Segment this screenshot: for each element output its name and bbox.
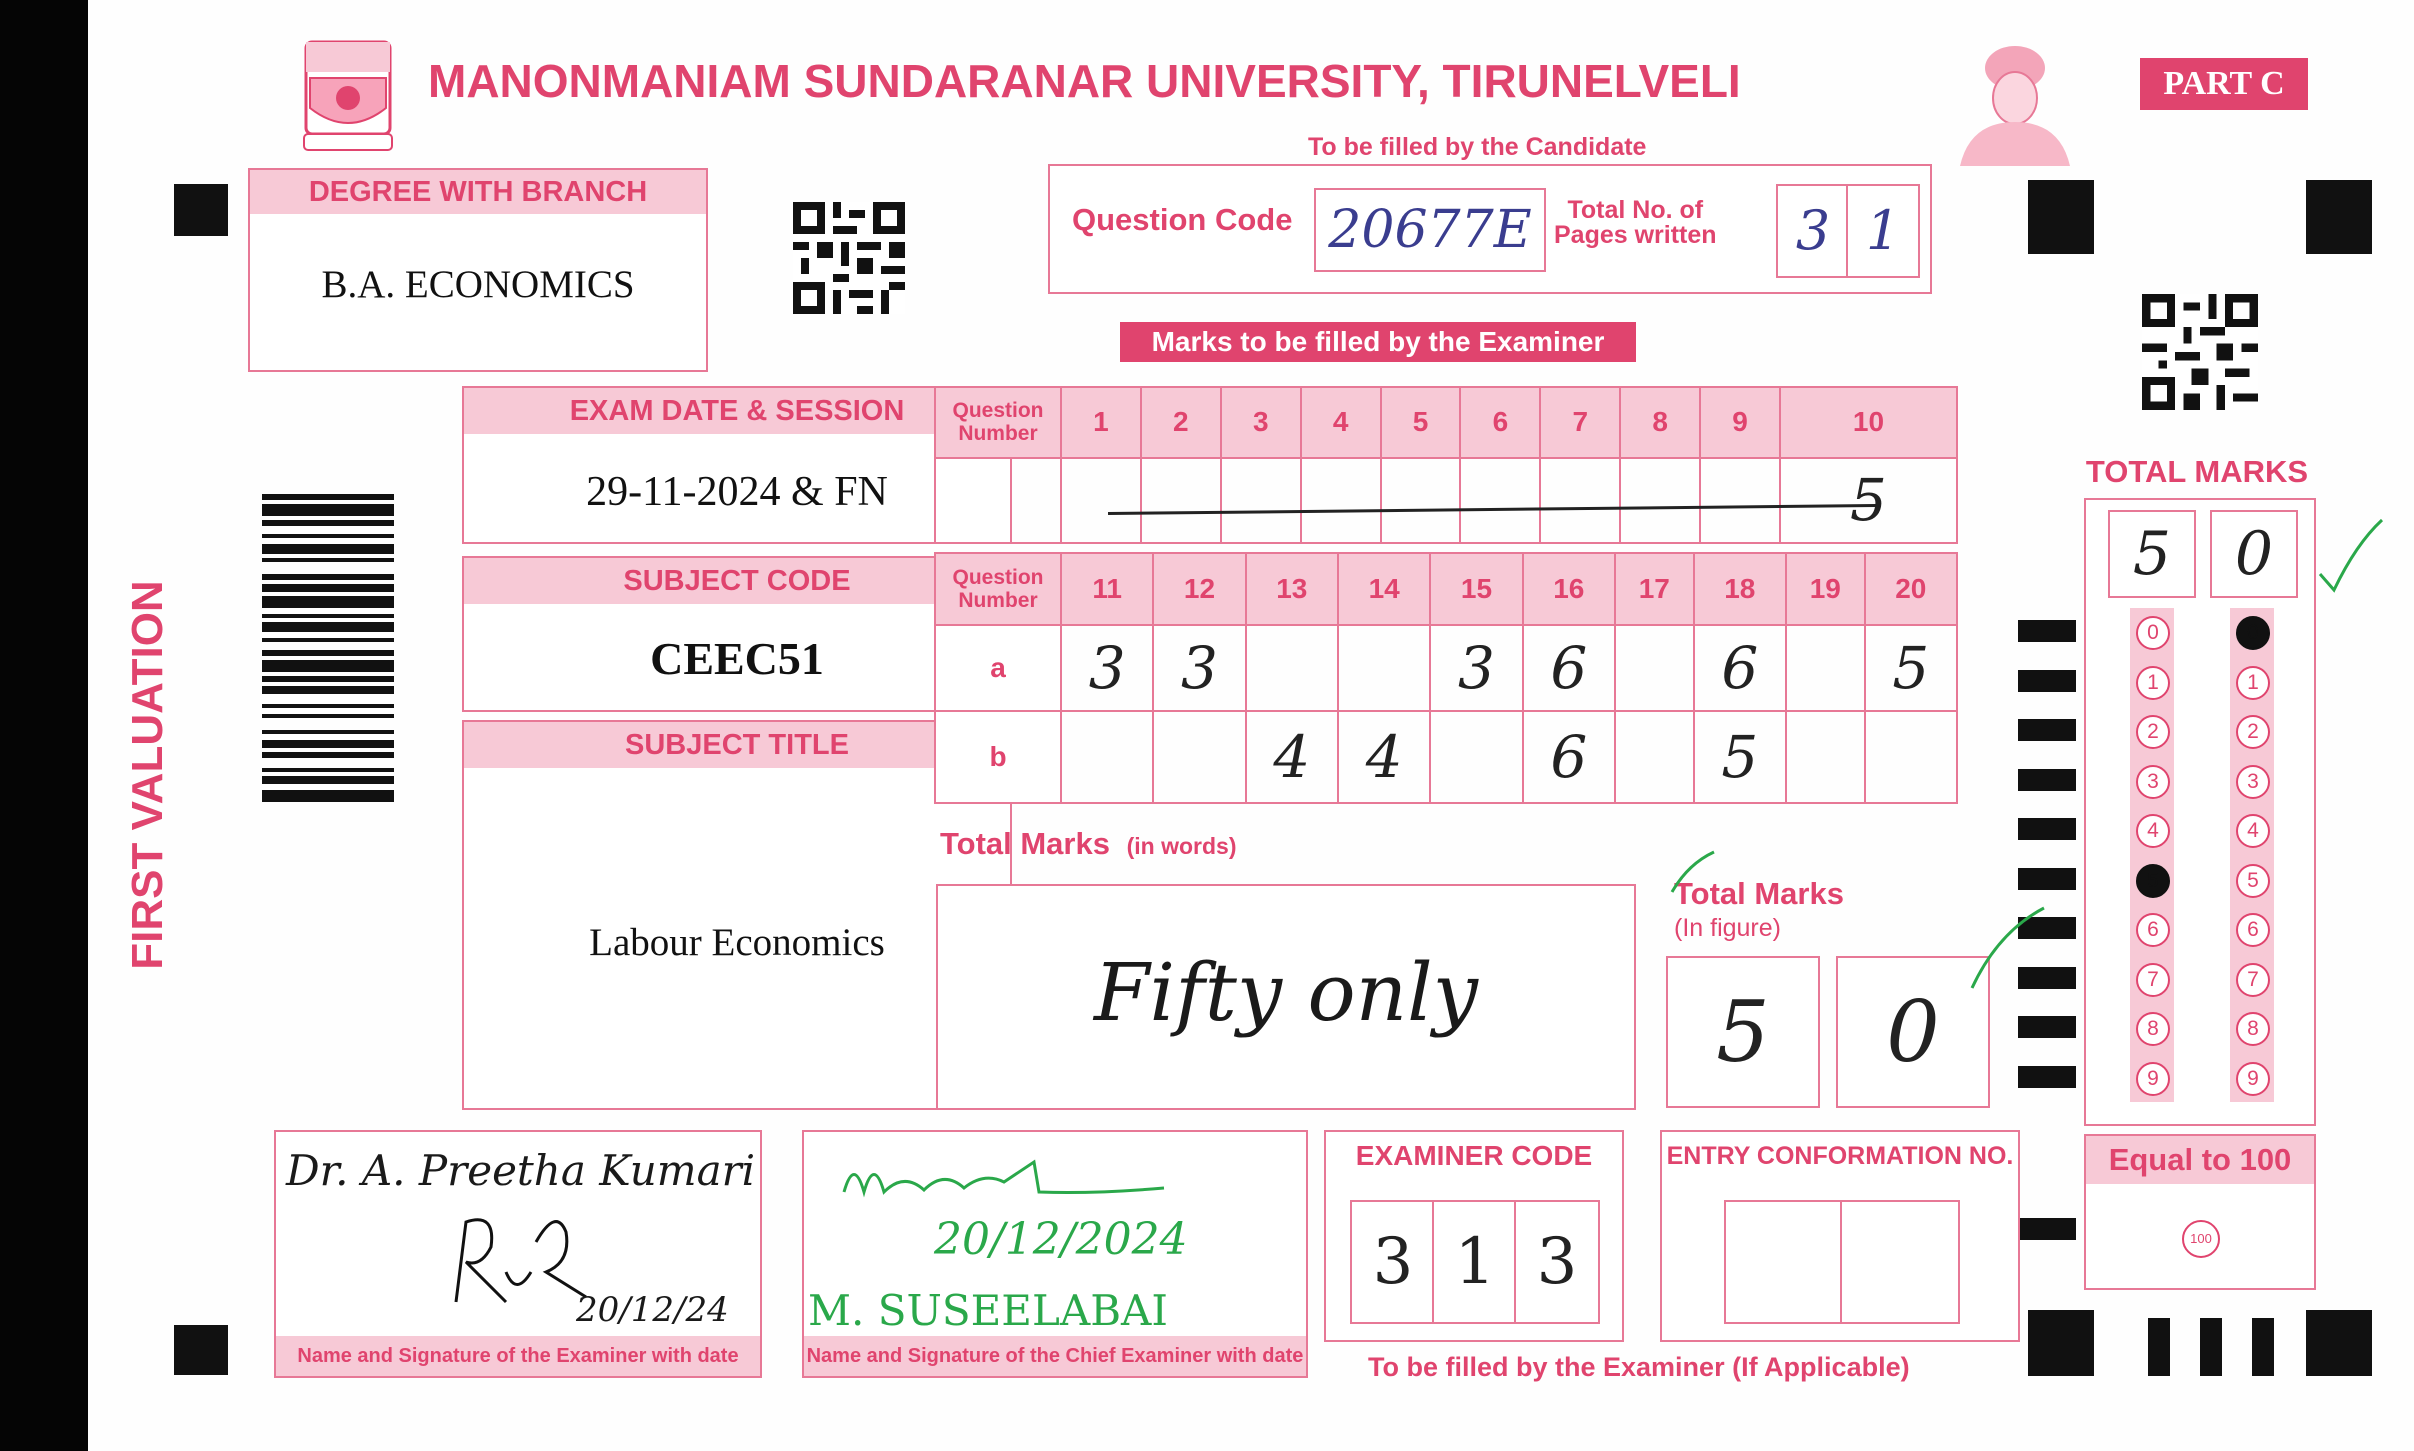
timing-mark bbox=[2018, 1016, 2076, 1038]
question-number: 9 bbox=[1700, 387, 1780, 458]
barcode bbox=[262, 494, 394, 958]
timing-mark bbox=[2018, 670, 2076, 692]
alignment-mark bbox=[2148, 1318, 2170, 1376]
mark-cell[interactable] bbox=[1786, 625, 1865, 711]
university-logo bbox=[298, 38, 398, 156]
alignment-mark bbox=[2252, 1318, 2274, 1376]
question-number: 12 bbox=[1153, 553, 1245, 625]
question-number: 17 bbox=[1615, 553, 1694, 625]
examiner-date: 20/12/24 bbox=[576, 1290, 729, 1330]
mark-cell[interactable]: 4 bbox=[1338, 711, 1430, 803]
barcode-bar bbox=[262, 622, 394, 632]
examiner-note: Marks to be filled by the Examiner bbox=[1120, 322, 1636, 362]
examiner-code-digit[interactable]: 3 bbox=[1350, 1200, 1436, 1324]
pages-label-line2: Pages written bbox=[1554, 221, 1717, 249]
question-number: 16 bbox=[1523, 553, 1615, 625]
answer-sheet bbox=[88, 0, 2414, 1451]
part-badge: PART C bbox=[2140, 58, 2308, 110]
marks-table-2 bbox=[934, 552, 1958, 804]
question-number: 2 bbox=[1141, 387, 1221, 458]
question-number: 13 bbox=[1246, 553, 1338, 625]
question-number: 5 bbox=[1381, 387, 1461, 458]
score-bubble[interactable]: 1 bbox=[2236, 666, 2270, 700]
question-number: 8 bbox=[1620, 387, 1700, 458]
timing-mark bbox=[2018, 1066, 2076, 1088]
timing-mark bbox=[2018, 1218, 2076, 1240]
mark-cell[interactable] bbox=[1061, 458, 1141, 543]
barcode-bar bbox=[262, 740, 394, 748]
subject-title-label: SUBJECT TITLE bbox=[464, 722, 1010, 768]
exam-date-value: 29-11-2024 & FN bbox=[586, 469, 888, 515]
score-bubble[interactable]: 7 bbox=[2136, 963, 2170, 997]
candidate-note: To be filled by the Candidate bbox=[1308, 133, 1647, 161]
pages-label-line1: Total No. of bbox=[1567, 196, 1704, 224]
question-number: 3 bbox=[1221, 387, 1301, 458]
mark-cell[interactable] bbox=[1865, 711, 1957, 803]
barcode-bar bbox=[262, 614, 394, 618]
entry-conformation-digit[interactable] bbox=[1724, 1200, 1844, 1324]
question-number: 19 bbox=[1786, 553, 1865, 625]
mark-cell[interactable]: 5 bbox=[1865, 625, 1957, 711]
mark-cell[interactable]: 5 bbox=[1694, 711, 1786, 803]
mark-cell[interactable]: 3 bbox=[1430, 625, 1522, 711]
subject-title-box bbox=[462, 720, 1012, 1110]
mark-cell[interactable]: 4 bbox=[1246, 711, 1338, 803]
score-bubble[interactable]: 7 bbox=[2236, 963, 2270, 997]
subject-code-label: SUBJECT CODE bbox=[464, 558, 1010, 604]
mark-cell[interactable]: 5 bbox=[1780, 458, 1957, 543]
mark-cell[interactable]: 6 bbox=[1523, 625, 1615, 711]
examiner-sign-box[interactable] bbox=[274, 1130, 762, 1378]
founder-portrait bbox=[1950, 40, 2080, 166]
timing-mark bbox=[2018, 769, 2076, 791]
barcode-bar bbox=[262, 638, 394, 642]
alignment-mark bbox=[2306, 1310, 2372, 1376]
barcode-bar bbox=[262, 650, 394, 656]
barcode-bar bbox=[262, 584, 394, 592]
row-a-label: a bbox=[935, 625, 1061, 711]
question-number: 4 bbox=[1301, 387, 1381, 458]
mark-cell[interactable] bbox=[1540, 458, 1620, 543]
mark-cell[interactable]: 3 bbox=[1061, 625, 1153, 711]
barcode-bar bbox=[262, 686, 394, 694]
examiner-code-digit[interactable]: 1 bbox=[1432, 1200, 1518, 1324]
barcode-bar bbox=[262, 544, 394, 554]
question-number: 18 bbox=[1694, 553, 1786, 625]
mark-cell[interactable]: 6 bbox=[1694, 625, 1786, 711]
mark-cell[interactable] bbox=[1061, 711, 1153, 803]
chief-date: 20/12/2024 bbox=[934, 1214, 1188, 1265]
barcode-bar bbox=[262, 596, 394, 608]
pages-digit[interactable]: 1 bbox=[1846, 184, 1920, 278]
examiner-code-digit[interactable]: 3 bbox=[1514, 1200, 1600, 1324]
alignment-mark bbox=[174, 184, 228, 236]
question-code-value[interactable]: 20677E bbox=[1314, 188, 1546, 272]
total-words-value: Fifty only bbox=[1094, 946, 1478, 1039]
total-marks-digit[interactable]: 0 bbox=[2210, 510, 2298, 598]
examiner-caption: Name and Signature of the Examiner with date bbox=[276, 1336, 760, 1376]
barcode-bar bbox=[262, 504, 394, 516]
university-title: MANONMANIAM SUNDARANAR UNIVERSITY, TIRUNELVELI bbox=[428, 55, 1741, 107]
total-figure-digit[interactable]: 0 bbox=[1836, 956, 1990, 1108]
score-bubble[interactable]: 9 bbox=[2136, 1062, 2170, 1096]
check-mark bbox=[1668, 848, 1718, 898]
examiner-code-label: EXAMINER CODE bbox=[1326, 1132, 1622, 1180]
alignment-mark bbox=[2200, 1318, 2222, 1376]
mark-cell[interactable] bbox=[1153, 711, 1245, 803]
barcode-bar bbox=[262, 574, 394, 580]
timing-mark bbox=[2018, 719, 2076, 741]
pages-digit[interactable]: 3 bbox=[1776, 184, 1850, 278]
score-bubble[interactable]: 5 bbox=[2136, 864, 2170, 898]
score-bubble[interactable]: 2 bbox=[2236, 715, 2270, 749]
mark-cell[interactable] bbox=[1430, 711, 1522, 803]
entry-conformation-label: ENTRY CONFORMATION NO. bbox=[1662, 1132, 2018, 1180]
score-bubble[interactable]: 6 bbox=[2136, 913, 2170, 947]
alignment-mark bbox=[2028, 180, 2094, 254]
question-number-header: Question Number bbox=[935, 387, 1061, 458]
mark-cell[interactable] bbox=[1221, 458, 1301, 543]
alignment-mark bbox=[2028, 1310, 2094, 1376]
score-bubble[interactable]: 3 bbox=[2236, 765, 2270, 799]
question-number: 11 bbox=[1061, 553, 1153, 625]
mark-cell[interactable]: 3 bbox=[1153, 625, 1245, 711]
mark-cell[interactable] bbox=[1460, 458, 1540, 543]
mark-cell[interactable] bbox=[1615, 711, 1694, 803]
subject-title-value: Labour Economics bbox=[589, 921, 885, 964]
score-bubble[interactable]: 3 bbox=[2136, 765, 2170, 799]
row-b-label: b bbox=[935, 711, 1061, 803]
score-bubble[interactable]: 0 bbox=[2236, 616, 2270, 650]
mark-cell[interactable] bbox=[1381, 458, 1461, 543]
question-number: 6 bbox=[1460, 387, 1540, 458]
mark-cell[interactable] bbox=[1338, 625, 1430, 711]
timing-mark bbox=[2018, 818, 2076, 840]
exam-date-box bbox=[462, 386, 1012, 544]
score-bubble[interactable]: 8 bbox=[2136, 1012, 2170, 1046]
total-words-label: Total Marks (in words) bbox=[940, 826, 1237, 861]
mark-cell[interactable] bbox=[1301, 458, 1381, 543]
score-bubble[interactable]: 2 bbox=[2136, 715, 2170, 749]
alignment-mark bbox=[2306, 180, 2372, 254]
mark-cell[interactable] bbox=[1615, 625, 1694, 711]
equal-to-box bbox=[2084, 1134, 2316, 1290]
score-bubble[interactable]: 5 bbox=[2236, 864, 2270, 898]
chief-signature bbox=[834, 1152, 1174, 1212]
subject-code-value: CEEC51 bbox=[650, 633, 824, 684]
score-bubble[interactable]: 4 bbox=[2136, 814, 2170, 848]
barcode-bar bbox=[262, 790, 394, 802]
total-figure-sub: (In figure) bbox=[1674, 914, 1781, 942]
bubble-100[interactable]: 100 bbox=[2182, 1220, 2220, 1258]
mark-cell[interactable] bbox=[1141, 458, 1221, 543]
barcode-bar bbox=[262, 730, 394, 734]
marks-table-1 bbox=[934, 386, 1958, 544]
score-bubble[interactable]: 9 bbox=[2236, 1062, 2270, 1096]
barcode-bar bbox=[262, 520, 394, 526]
check-mark bbox=[1968, 902, 2048, 992]
pages-label bbox=[1554, 198, 1717, 248]
score-bubble[interactable]: 8 bbox=[2236, 1012, 2270, 1046]
question-number: 10 bbox=[1780, 387, 1957, 458]
barcode-bar bbox=[262, 776, 394, 784]
total-figure-digit[interactable]: 5 bbox=[1666, 956, 1820, 1108]
footer-note: To be filled by the Examiner (If Applicable) bbox=[1368, 1352, 1910, 1382]
barcode-bar bbox=[262, 494, 394, 500]
equal-to-label: Equal to 100 bbox=[2086, 1136, 2314, 1184]
mark-cell[interactable] bbox=[1700, 458, 1780, 543]
barcode-bar bbox=[262, 714, 394, 718]
barcode-bar bbox=[262, 534, 394, 538]
mark-cell[interactable] bbox=[1246, 625, 1338, 711]
examiner-name: Dr. A. Preetha Kumari bbox=[286, 1146, 756, 1195]
score-bubble[interactable]: 6 bbox=[2236, 913, 2270, 947]
barcode-bar bbox=[262, 704, 394, 708]
score-bubble[interactable]: 4 bbox=[2236, 814, 2270, 848]
exam-date-label: EXAM DATE & SESSION bbox=[464, 388, 1010, 434]
question-number: 1 bbox=[1061, 387, 1141, 458]
chief-name: M. SUSEELABAI bbox=[808, 1286, 1168, 1335]
question-code-label: Question Code bbox=[1072, 202, 1293, 237]
timing-mark bbox=[2018, 868, 2076, 890]
mark-cell[interactable] bbox=[1620, 458, 1700, 543]
side-label: FIRST VALUATION bbox=[123, 580, 172, 970]
barcode-bar bbox=[262, 558, 394, 562]
chief-caption: Name and Signature of the Chief Examiner with date bbox=[804, 1336, 1306, 1376]
degree-label: DEGREE WITH BRANCH bbox=[250, 170, 706, 214]
total-marks-panel-label: TOTAL MARKS bbox=[2085, 454, 2309, 489]
scan-edge bbox=[0, 0, 88, 1451]
barcode-bar bbox=[262, 660, 394, 672]
score-bubble[interactable]: 1 bbox=[2136, 666, 2170, 700]
total-marks-digit[interactable]: 5 bbox=[2108, 510, 2196, 598]
alignment-mark bbox=[174, 1325, 228, 1375]
barcode-bar bbox=[262, 676, 394, 682]
score-bubble[interactable]: 0 bbox=[2136, 616, 2170, 650]
timing-mark bbox=[2018, 620, 2076, 642]
question-number: 15 bbox=[1430, 553, 1522, 625]
chief-sign-box[interactable] bbox=[802, 1130, 1308, 1378]
qr-code bbox=[2142, 294, 2258, 410]
barcode-bar bbox=[262, 768, 394, 772]
qr-code bbox=[793, 202, 905, 314]
mark-cell[interactable] bbox=[1786, 711, 1865, 803]
question-number: 7 bbox=[1540, 387, 1620, 458]
question-number: 20 bbox=[1865, 553, 1957, 625]
degree-box bbox=[248, 168, 708, 372]
subject-code-box bbox=[462, 556, 1012, 712]
barcode-bar bbox=[262, 752, 394, 758]
question-number-header: Question Number bbox=[935, 553, 1061, 625]
entry-conformation-digit[interactable] bbox=[1840, 1200, 1960, 1324]
mark-cell[interactable]: 6 bbox=[1523, 711, 1615, 803]
total-figure-label: Total Marks bbox=[1674, 876, 1844, 911]
degree-value: B.A. ECONOMICS bbox=[321, 263, 635, 306]
check-mark bbox=[2316, 514, 2386, 594]
question-number: 14 bbox=[1338, 553, 1430, 625]
total-words-box[interactable] bbox=[936, 884, 1636, 1110]
marks-row-label bbox=[935, 458, 1061, 543]
